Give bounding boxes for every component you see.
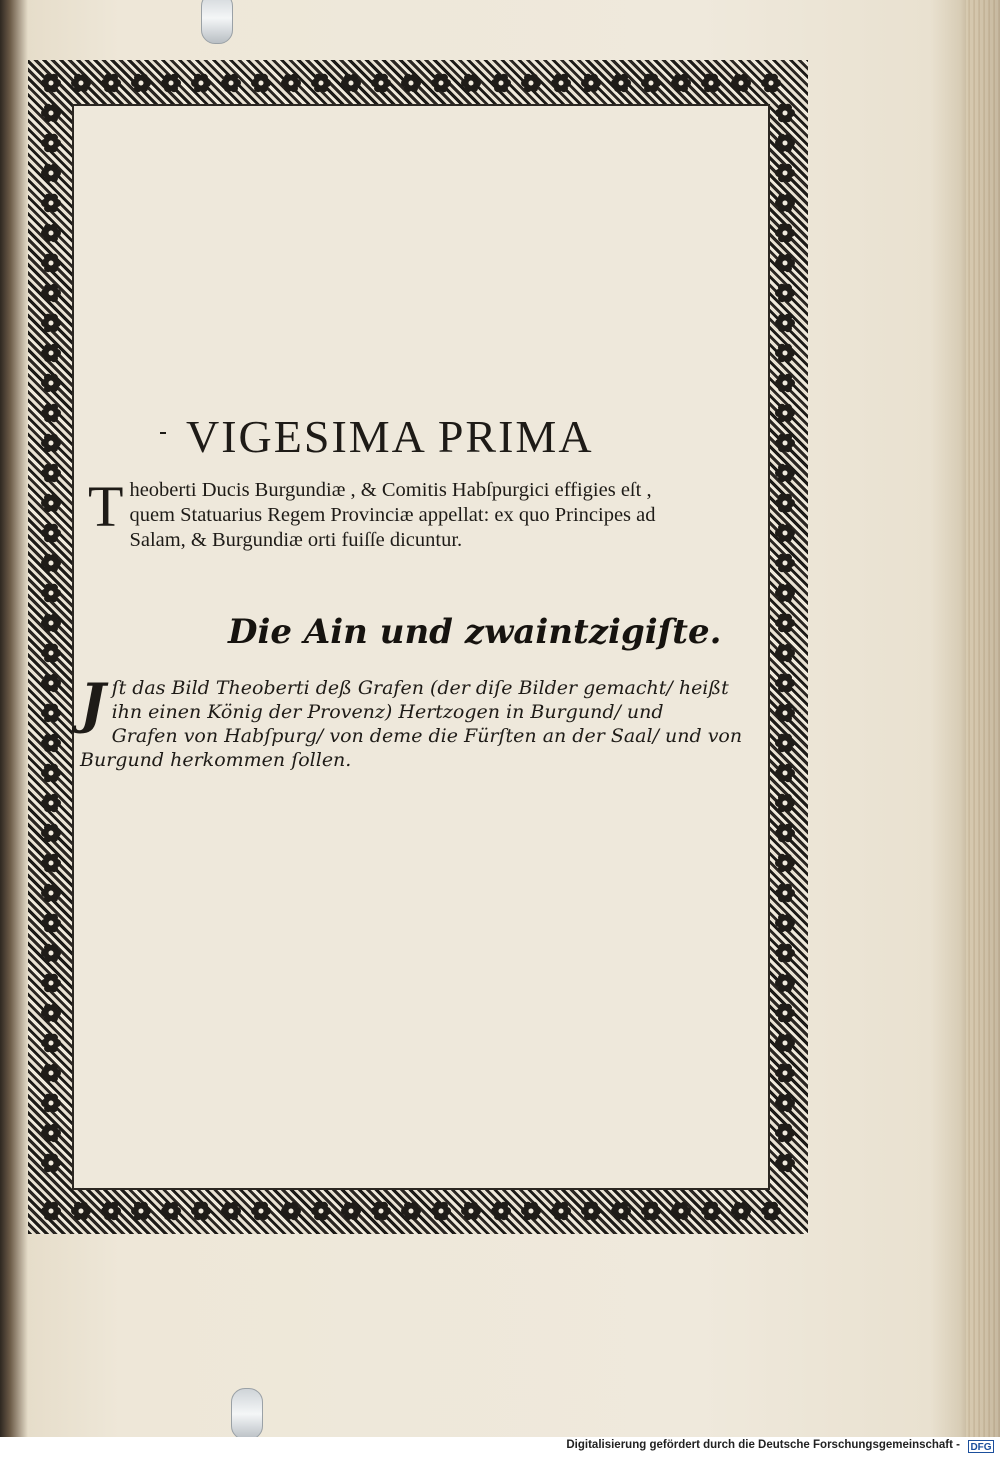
german-line: ihn einen König der Provenz) Hertzogen in Burgund/ und — [111, 701, 664, 723]
dfg-logo: DFG — [968, 1440, 994, 1453]
latin-paragraph — [88, 474, 753, 553]
latin-dropcap: T — [88, 474, 124, 539]
latin-line: heoberti Ducis Burgundiæ , & Comitis Habſpurgici effigies eſt , — [129, 479, 652, 501]
page-clip-top — [201, 0, 233, 44]
footer-credit: Digitalisierung gefördert durch die Deutsche Forschungsgemeinschaft - — [566, 1439, 960, 1451]
latin-line: Salam, & Burgundiæ orti fuiſſe dicuntur. — [129, 529, 463, 551]
german-line: Grafen von Habſpurg/ von deme die Fürſten an der Saal/ und von — [111, 725, 743, 747]
heading-dash — [160, 432, 166, 434]
page-clip-bottom — [231, 1388, 263, 1440]
german-paragraph — [80, 671, 752, 772]
german-line: ſt das Bild Theoberti deß Grafen (der diſe Bilder gemacht/ heißt — [111, 677, 729, 699]
book-page-edges — [966, 0, 1000, 1440]
page-heading: VIGESIMA PRIMA — [186, 411, 594, 462]
footer-bar — [0, 1437, 1000, 1457]
german-line: Burgund herkommen ſollen. — [80, 749, 352, 771]
german-dropcap: J — [80, 671, 106, 735]
german-title: Die Ain und zwaintzigiſte. — [228, 612, 722, 652]
latin-line: quem Statuarius Regem Provinciæ appellat: ex quo Principes ad — [129, 504, 656, 526]
